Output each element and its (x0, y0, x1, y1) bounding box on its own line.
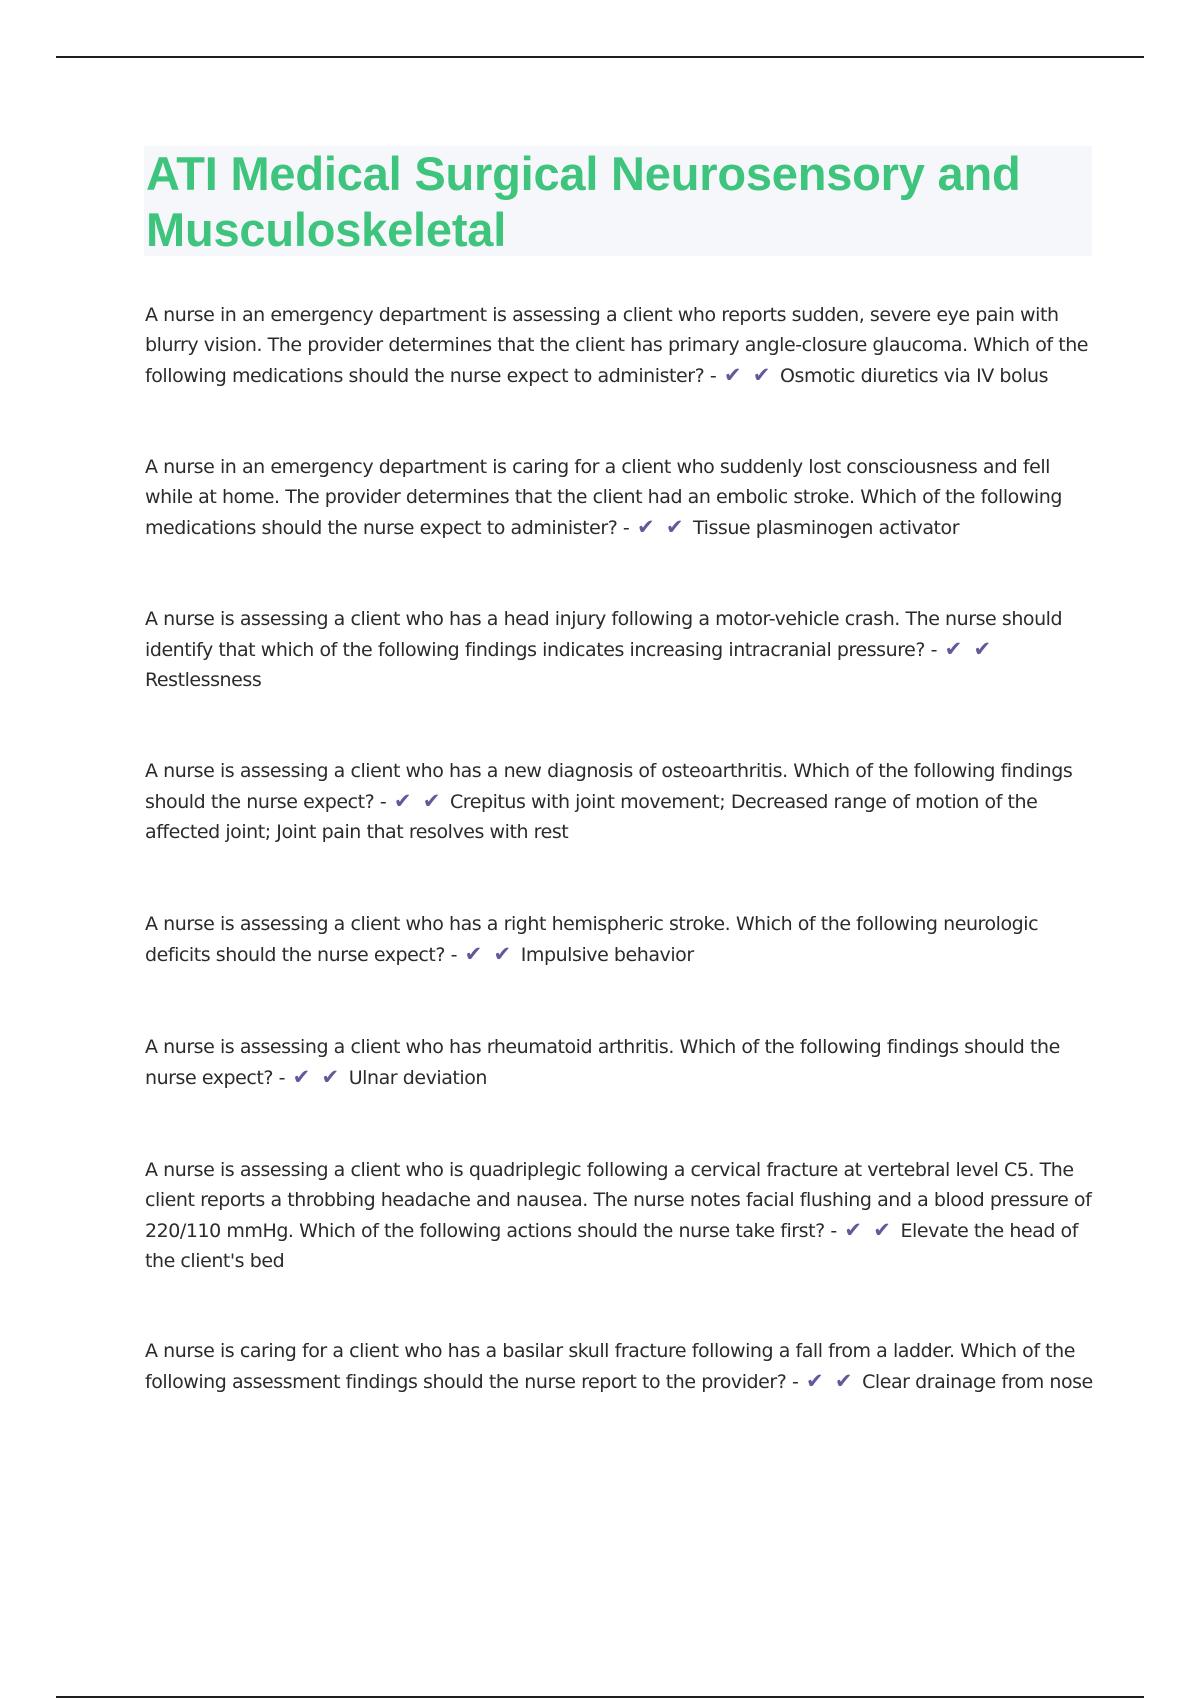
title-block (144, 146, 1092, 256)
answer-text: Tissue plasminogen activator (693, 517, 960, 539)
answer-text: Ulnar deviation (348, 1067, 487, 1089)
qa-item (145, 756, 1095, 847)
answer-text: Restlessness (145, 669, 262, 691)
document-title: ATI Medical Surgical Neurosensory and Musculoskeletal (146, 147, 1021, 256)
question-text: A nurse is caring for a client who has a basilar skull fracture following a fall from a ladder. Which of the following assessment findings should the nurse report to the provider? - (145, 1340, 1075, 1393)
footer-rule (56, 1696, 1144, 1698)
question-text: A nurse is assessing a client who has rheumatoid arthritis. Which of the following findings should the nurse expect? - (145, 1036, 1060, 1089)
header-rule (56, 56, 1144, 58)
qa-item (145, 300, 1095, 391)
qa-item (145, 452, 1095, 543)
answer-text: Crepitus with joint movement; Decreased range of motion of the affected joint; Joint pain that resolves with rest (145, 791, 1038, 843)
double-check-icon: ✔ ✔ (844, 1218, 893, 1242)
double-check-icon: ✔ ✔ (292, 1065, 342, 1089)
double-check-icon: ✔ ✔ (805, 1369, 855, 1393)
double-check-icon: ✔ ✔ (944, 637, 994, 661)
double-check-icon: ✔ ✔ (393, 789, 443, 813)
qa-item (145, 1336, 1095, 1397)
qa-item (145, 1032, 1095, 1093)
question-text: A nurse is assessing a client who has a head injury following a motor-vehicle crash. The nurse should identify that which of the following findings indicates increasing intracranial pressure? - (145, 608, 1063, 661)
question-text: A nurse in an emergency department is caring for a client who suddenly lost consciousness and fell while at home. The provider determines that the client had an embolic stroke. Which of the following medications should the nurse expect to administer? - (145, 456, 1062, 539)
qa-item (145, 604, 1095, 695)
answer-text: Osmotic diuretics via IV bolus (780, 365, 1049, 387)
double-check-icon: ✔ ✔ (723, 363, 773, 387)
question-text: A nurse is assessing a client who has a new diagnosis of osteoarthritis. Which of the following findings should the nurse expect? - (145, 760, 1073, 813)
question-text: A nurse is assessing a client who is quadriplegic following a cervical fracture at vertebral level C5. The client reports a throbbing headache and nausea. The nurse notes facial flushing and a blood pressure of 220/110 mmHg. Which of the following actions should the nurse take first? - (145, 1159, 1092, 1242)
question-text: A nurse in an emergency department is assessing a client who reports sudden, severe eye pain with blurry vision. The provider determines that the client has primary angle-closure glaucoma. Which of the following medications should the nurse expect to administer? - (145, 304, 1089, 387)
question-text: A nurse is assessing a client who has a right hemispheric stroke. Which of the following neurologic deficits should the nurse expect? - (145, 913, 1039, 966)
answer-text: Elevate the head of the client's bed (145, 1220, 1078, 1272)
double-check-icon: ✔ ✔ (636, 515, 686, 539)
double-check-icon: ✔ ✔ (464, 942, 514, 966)
qa-item (145, 909, 1095, 970)
qa-item (145, 1155, 1095, 1276)
answer-text: Clear drainage from nose (862, 1371, 1093, 1393)
answer-text: Impulsive behavior (520, 944, 694, 966)
